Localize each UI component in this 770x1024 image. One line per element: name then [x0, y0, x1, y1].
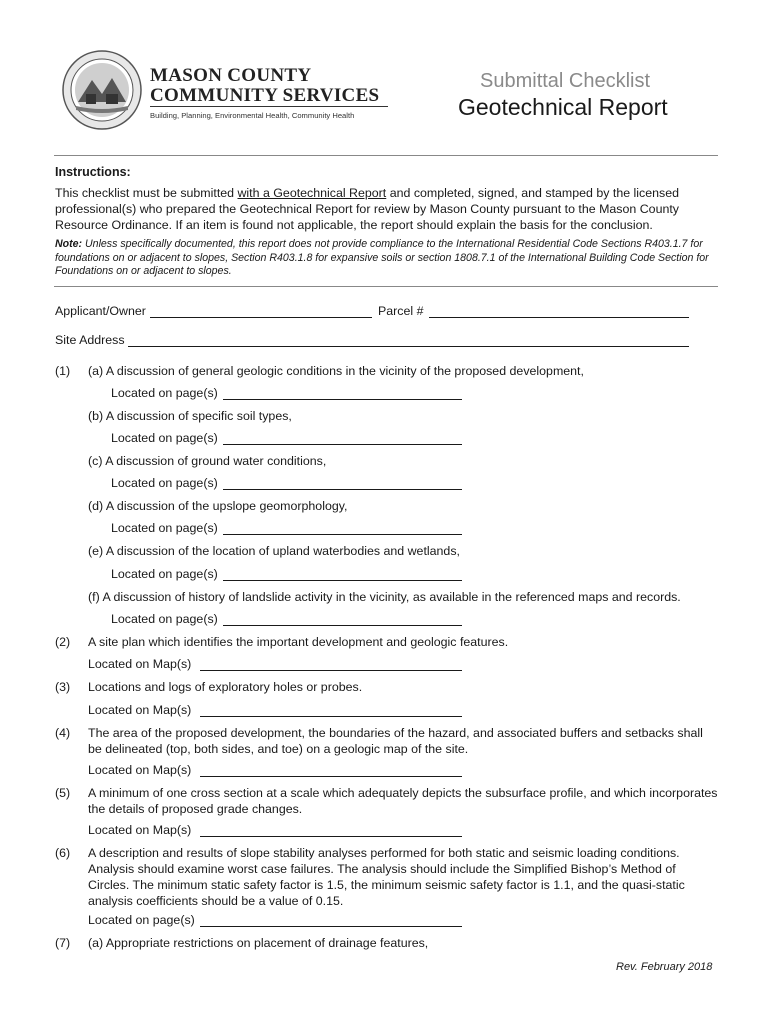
item-5-text: A minimum of one cross section at a scale which adequately depicts the subsurface profile, and which incorporates the details of proposed grade changes.	[88, 786, 718, 816]
instructions-body-pre: This checklist must be submitted	[55, 186, 238, 200]
applicant-field[interactable]	[150, 317, 372, 318]
located-label: Located on Map(s)	[88, 763, 192, 777]
org-name-line1: MASON COUNTY	[150, 65, 312, 86]
header-divider	[54, 155, 718, 156]
item-5-map-field[interactable]	[200, 836, 462, 837]
item-1d-page-field[interactable]	[223, 534, 462, 535]
revision-footer: Rev. February 2018	[616, 961, 713, 973]
item-1a-text: (a) A discussion of general geologic conditions in the vicinity of the proposed development,	[88, 364, 584, 378]
instructions-body-post: and completed, signed, and stamped by the licensed professional(s) who prepared the Geotechnical Report for review by Mason County pursuant to the Mason County Resource Ordinance. If an item is found not applicable, the report should explain the basis for the conclusion.	[55, 186, 680, 232]
item-number: (3)	[55, 680, 71, 694]
located-label: Located on page(s)	[111, 386, 218, 400]
item-1e-text: (e) A discussion of the location of upland waterbodies and wetlands,	[88, 544, 460, 558]
item-number: (2)	[55, 635, 71, 649]
item-number: (6)	[55, 846, 71, 860]
located-label: Located on page(s)	[111, 431, 218, 445]
located-label: Located on page(s)	[111, 476, 218, 490]
item-1a-page-field[interactable]	[223, 399, 462, 400]
item-6-page-field[interactable]	[200, 926, 462, 927]
instructions-body	[55, 185, 720, 233]
note-text: Unless specifically documented, this report does not provide compliance to the International Residential Code Sections R403.1.7 for foundations on or adjacent to slopes, Section R403.1.8 for expansive soils or section 1808.7.1 of the International Building Code Section for Foundations on or adjacent to slopes.	[55, 238, 709, 277]
instructions-body-emphasis: with a Geotechnical Report	[237, 186, 387, 200]
site-address-label: Site Address	[55, 333, 125, 347]
item-1f-page-field[interactable]	[223, 625, 462, 626]
instructions-heading: Instructions:	[55, 165, 131, 179]
located-label: Located on page(s)	[111, 521, 218, 535]
item-number: (7)	[55, 936, 71, 950]
item-2-map-field[interactable]	[200, 670, 462, 671]
item-number: (4)	[55, 726, 71, 740]
note-label: Note:	[55, 238, 83, 250]
item-1c-page-field[interactable]	[223, 489, 462, 490]
located-label: Located on Map(s)	[88, 823, 192, 837]
item-3-map-field[interactable]	[200, 716, 462, 717]
item-4-map-field[interactable]	[200, 776, 462, 777]
item-7a-text: (a) Appropriate restrictions on placement of drainage features,	[88, 936, 429, 950]
located-label: Located on page(s)	[111, 567, 218, 581]
parcel-field[interactable]	[429, 317, 689, 318]
item-6-text: A description and results of slope stability analyses performed for both static and seismic loading conditions. Analysis should examine worst case failures. The analysis should include the Simplified Bishop’s Method of Circles. The minimum static safety factor is 1.5, the minimum seismic safety factor is 1.1, and the quasi-static analysis coefficients should be a value of 0.15.	[88, 846, 685, 908]
item-number: (1)	[55, 364, 71, 378]
doc-subtitle: Submittal Checklist	[480, 70, 651, 92]
parcel-label: Parcel #	[378, 304, 424, 318]
item-4-text: The area of the proposed development, the boundaries of the hazard, and associated buffers and setbacks shall be delineated (top, both sides, and toe) on a geologic map of the site.	[88, 726, 703, 756]
item-1b-page-field[interactable]	[223, 444, 462, 445]
item-1f-text: (f) A discussion of history of landslide activity in the vicinity, as available in the referenced maps and records.	[88, 590, 681, 604]
item-2-text: A site plan which identifies the important development and geologic features.	[88, 635, 509, 649]
item-1c-text: (c) A discussion of ground water conditions,	[88, 454, 327, 468]
org-name-line2: COMMUNITY SERVICES	[150, 85, 380, 106]
site-address-field[interactable]	[128, 346, 689, 347]
org-subtitle: Building, Planning, Environmental Health, Community Health	[150, 111, 355, 120]
located-label: Located on page(s)	[111, 612, 218, 626]
item-1b-text: (b) A discussion of specific soil types,	[88, 409, 292, 423]
located-label: Located on Map(s)	[88, 657, 192, 671]
item-1e-page-field[interactable]	[223, 580, 462, 581]
org-divider	[150, 106, 388, 107]
applicant-label: Applicant/Owner	[55, 304, 146, 318]
item-3-text: Locations and logs of exploratory holes or probes.	[88, 680, 363, 694]
located-label: Located on page(s)	[88, 913, 195, 927]
item-1d-text: (d) A discussion of the upslope geomorphology,	[88, 499, 348, 513]
instructions-note	[55, 238, 720, 279]
doc-title: Geotechnical Report	[458, 94, 668, 120]
located-label: Located on Map(s)	[88, 703, 192, 717]
instructions-divider	[54, 286, 718, 287]
county-seal-logo	[62, 50, 142, 130]
item-number: (5)	[55, 786, 71, 800]
